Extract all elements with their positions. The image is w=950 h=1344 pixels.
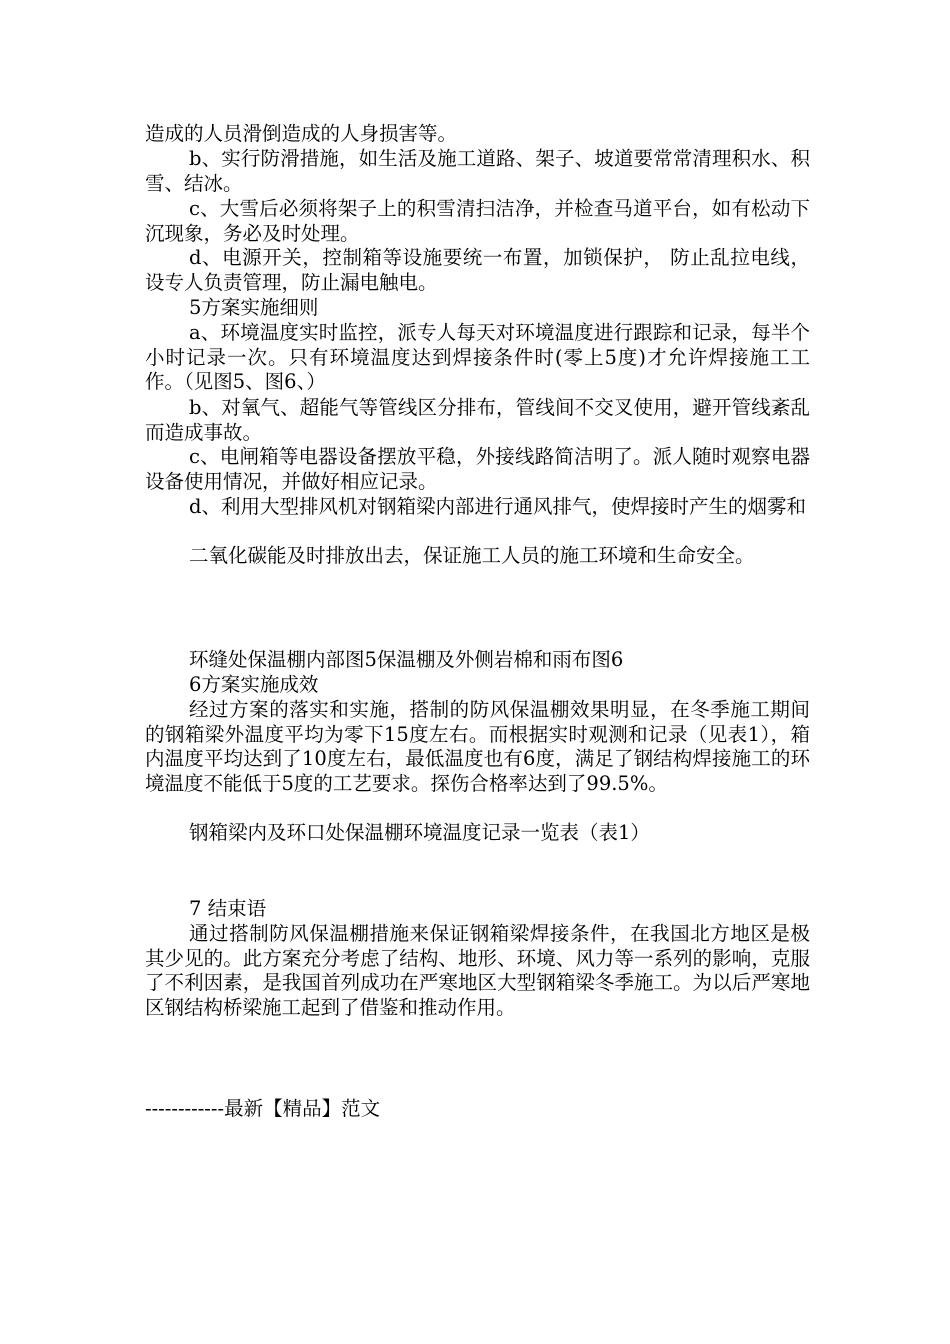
paragraph-antislip-measures: b、实行防滑措施，如生活及施工道路、架子、坡道要常常清理积水、积雪、结冰。	[145, 147, 810, 195]
paragraph-temperature-monitoring: a、环境温度实时监控，派专人每天对环境温度进行跟踪和记录，每半个小时记录一次。只有环境温度达到焊接条件时(零上5度)才允许焊接施工工作。（见图5、图6、）	[145, 321, 810, 394]
paragraph-conclusion: 通过搭制防风保温棚措施来保证钢箱梁焊接条件，在我国北方地区是极其少见的。此方案充分考虑了结构、地形、环境、风力等一系列的影响，克服了不利因素，是我国首列成功在严寒地区大型钢箱梁冬季施工。为以后严寒地区钢结构桥梁施工起到了借鉴和推动作用。	[145, 922, 810, 1019]
paragraph-results: 经过方案的落实和实施，搭制的防风保温棚效果明显，在冬季施工期间的钢箱梁外温度平均为零下15度左右。而根据实时观测和记录（见表1），箱内温度平均达到了10度左右，最低温度也有6度，满足了钢结构焊接施工的环境温度不能低于5度的工艺要求。探伤合格率达到了99.5%。	[145, 698, 810, 795]
paragraph-electrical-equipment: c、电闸箱等电器设备摆放平稳，外接线路简洁明了。派人随时观察电器设备使用情况，并做好相应记录。	[145, 445, 810, 493]
paragraph-co2-exhaust: 二氧化碳能及时排放出去，保证施工人员的施工环境和生命安全。	[189, 544, 755, 567]
table-caption: 钢箱梁内及环口处保温棚环境温度记录一览表（表1）	[189, 821, 650, 844]
figure-caption: 环缝处保温棚内部图5保温棚及外侧岩棉和雨布图6	[189, 648, 624, 671]
section-heading-6: 6方案实施成效	[189, 673, 319, 696]
section-heading-7: 7 结束语	[189, 897, 267, 920]
paragraph-snow-clearing: c、大雪后必须将架子上的积雪清扫洁净，并检查马道平台，如有松动下沉现象，务必及时处理。	[145, 197, 810, 245]
paragraph-power-switch: d、电源开关，控制箱等设施要统一布置，加锁保护， 防止乱拉电线，设专人负责管理，防止漏电触电。	[145, 246, 810, 294]
section-heading-5: 5方案实施细则	[189, 296, 319, 319]
paragraph-injury-damage: 造成的人员滑倒造成的人身损害等。	[145, 122, 458, 145]
footer-label: ------------最新【精品】范文	[145, 1097, 381, 1120]
paragraph-ventilation: d、利用大型排风机对钢箱梁内部进行通风排气，使焊接时产生的烟雾和	[189, 495, 806, 518]
paragraph-gas-pipelines: b、对氧气、超能气等管线区分排布，管线间不交叉使用，避开管线紊乱而造成事故。	[145, 396, 810, 444]
